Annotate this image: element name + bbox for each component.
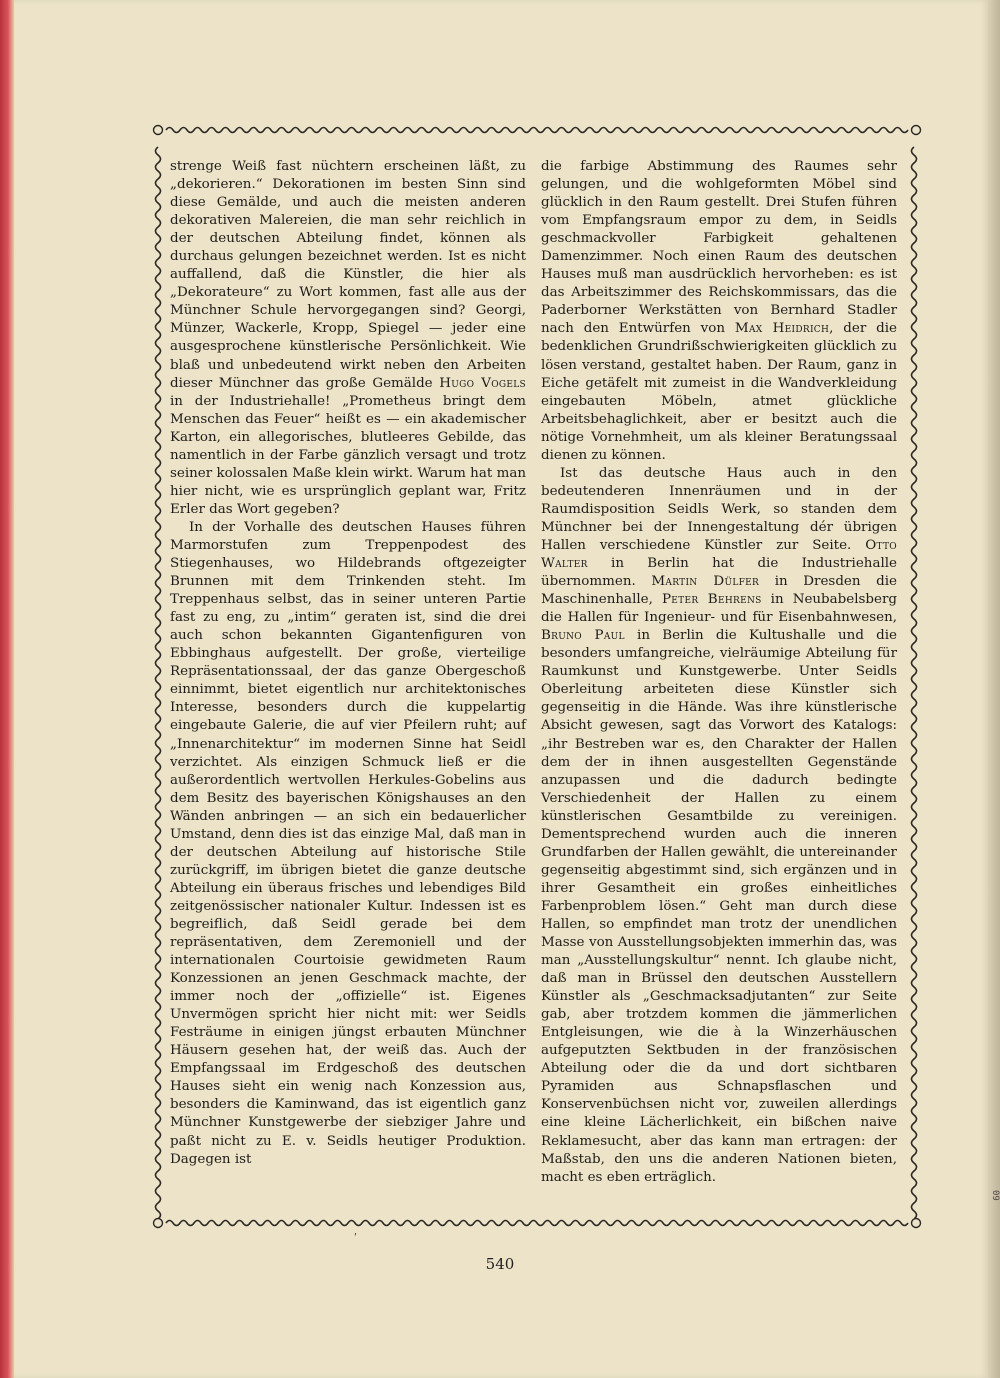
print-mark: ʹ	[354, 1233, 357, 1244]
left-paragraph-1: strenge Weiß fast nüchtern erscheinen läßt, zu „dekorieren.“ Dekorationen im besten Sinn sind diese Gemälde, und auch die meisten anderen dekorativen Malereien, die man sehr reichlich in der deutschen Abteilung findet, können als durchaus gelungen bezeichnet werden. Ist es nicht auffallend, daß die Künstler, die hier als „Dekorateure“ zu Wort kommen, fast alle aus der Münchner Schule hervorgegangen sind? Georgi, Münzer, Wackerle, Kropp, Spiegel — jeder eine ausgesprochene künstlerische Persönlichkeit. Wie blaß und unbedeutend wirkt neben den Arbeiten dieser Münchner das große Gemälde Hugo Vogels in der Industriehalle! „Prometheus bringt dem Menschen das Feuer“ heißt es — ein akademischer Karton, ein allegorisches, blutleeres Gebilde, das namentlich in der Farbe gänzlich versagt und trotz seiner kolossalen Maße klein wirkt. Warum hat man hier nicht, wie es ursprünglich geplant war, Fritz Erler das Wort gegeben?	[170, 159, 526, 517]
right-paragraph-2: Ist das deutsche Haus auch in den bedeutenderen Innenräumen und in der Raumdisposition Seidls Werk, so standen dem Münchner bei der Innengestaltung dér übrigen Hallen verschiedene Künstler zur Seite. Otto Walter in Berlin hat die Industriehalle übernommen. Martin Dülfer in Dresden die Maschinenhalle, Peter Behrens in Neubabelsberg die Hallen für Ingenieur- und für Eisenbahnwesen, Bruno Paul in Berlin die Kultushalle und die besonders umfangreiche, vielräumige Abteilung für Raumkunst und Kunstgewerbe. Unter Seidls Oberleitung arbeiteten diese Künstler sich gegenseitig in die Hände. Was ihre künstlerische Absicht gewesen, sagt das Vorwort des Katalogs: „ihr Bestreben war es, den Charakter der Hallen dem der in ihnen ausgestellten Gegenstände anzupassen und die dadurch bedingte Verschiedenheit der Hallen zu einem künstlerischen Gesamtbilde zu vereinigen. Dementsprechend wurden auch die inneren Grundfarben der Hallen gewählt, die untereinander gegenseitig abgestimmt sind, sich ergänzen und in ihrer Gesamtheit ein großes einheitliches Farbenproblem lösen.“ Geht man durch diese Hallen, so empfindet man trotz der unendlichen Masse von Ausstellungsobjekten immerhin das, was man „Ausstellungskultur“ nennt. Ich glaube nicht, daß man in Brüssel den deutschen Ausstellern Künstler als „Geschmacksadjutanten“ zur Seite gab, aber trotzdem kommen die jämmerlichen Entgleisungen, wie die à la Winzerhäuschen aufgeputzten Sektbuden in der französischen Abteilung oder die da und dort sichtbaren Pyramiden aus Schnapsflaschen und Konservenbüchsen nicht vor, zuweilen allerdings eine kleine Lächerlichkeit, ein bißchen naive Reklamesucht, aber das kann man ertragen: der Maßstab, den uns die anderen Nationen bieten, macht es eben erträglich.	[541, 465, 898, 1185]
book-spine-edge	[0, 0, 14, 1378]
right-ornament-border	[907, 143, 921, 1218]
left-paragraph-2: In der Vorhalle des deutschen Hauses führen Marmorstufen zum Treppenpodest des Stiegenhauses, wo Hildebrands oftgezeigter Brunnen mit dem Trinkenden steht. Im Treppenhaus selbst, das in seiner unteren Partie fast zu eng, zu „intim“ geraten ist, sind die drei auch schon bekannten Gigantenfiguren von Ebbinghaus aufgestellt. Der große, vierteilige Repräsentationssaal, der das ganze Obergeschoß einnimmt, bietet eigentlich nur architektonisches Interesse, besonders durch die kuppelartig eingebaute Galerie, die auf vier Pfeilern ruht; auf „Innenarchitektur“ im modernen Sinne hat Seidl verzichtet. Als einzigen Schmuck ließ er die außerordentlich wertvollen Herkules-Gobelins aus dem Besitz des bayerischen Königshauses an den Wänden anbringen — an sich ein bedauerlicher Umstand, denn dies ist das einzige Mal, daß man in der deutschen Abteilung auf historische Stile zurückgriff, im übrigen bietet die ganze deutsche Abteilung ein überaus frisches und lebendiges Bild zeitgenössischer nationaler Kultur. Indessen ist es begreiflich, daß Seidl gerade bei dem repräsentativen, dem Zeremoniell und der internationalen Courtoisie gewidmeten Raum Konzessionen an jenen Geschmack machte, der immer noch der „offizielle“ ist. Eigenes Unvermögen spricht hier nicht mit: wer Seidls Festräume in einigen jüngst erbauten Münchner Häusern gesehen hat, der weiß das. Auch der Empfangssaal im Erdgeschoß des deutschen Hauses sieht ein wenig nach Konzession aus, besonders die Kaminwand, das ist eigentlich ganz Münchner Kunstgewerbe der siebziger Jahre und paßt nicht zu E. v. Seidls heutiger Produktion. Dagegen ist	[170, 519, 526, 1167]
artist-name: Max Heidrich	[734, 321, 830, 337]
artist-name: Bruno Paul	[541, 628, 625, 644]
edge-mark: 09	[990, 1190, 1000, 1201]
page-number: 540	[485, 1255, 515, 1273]
right-paragraph-1: die farbige Abstimmung des Raumes sehr gelungen, und die wohlgeformten Möbel sind glücklich in den Raum gestellt. Drei Stufen führen vom Empfangsraum empor zu dem, in Seidls geschmackvoller Farbigkeit gehaltenen Damenzimmer. Noch einen Raum des deutschen Hauses muß man ausdrücklich hervorheben: es ist das Arbeitszimmer des Reichskommissars, das die Paderborner Werkstätten von Bernhard Stadler nach den Entwürfen von Max Heidrich, der die bedenklichen Grundrißschwierigkeiten glücklich zu lösen verstand, gestaltet haben. Der Raum, ganz in Eiche getäfelt mit zumeist in die Wandverkleidung eingebauten Möbeln, atmet glückliche Arbeitsbehaglichkeit, aber er besitzt auch die nötige Vornehmheit, um als kleiner Beratungssaal dienen zu können.	[541, 159, 897, 463]
left-ornament-border	[151, 143, 165, 1218]
artist-name: Peter Behrens	[661, 592, 762, 608]
bottom-ornament-border	[152, 1217, 922, 1229]
right-text-column	[541, 158, 897, 1187]
artist-name: Martin Dülfer	[651, 574, 760, 590]
artist-name: Otto Walter	[541, 537, 897, 572]
artist-name: Hugo Vogels	[439, 375, 526, 391]
left-text-column	[170, 158, 526, 1169]
next-page-edge	[988, 0, 1000, 1378]
top-ornament-border	[152, 124, 922, 136]
